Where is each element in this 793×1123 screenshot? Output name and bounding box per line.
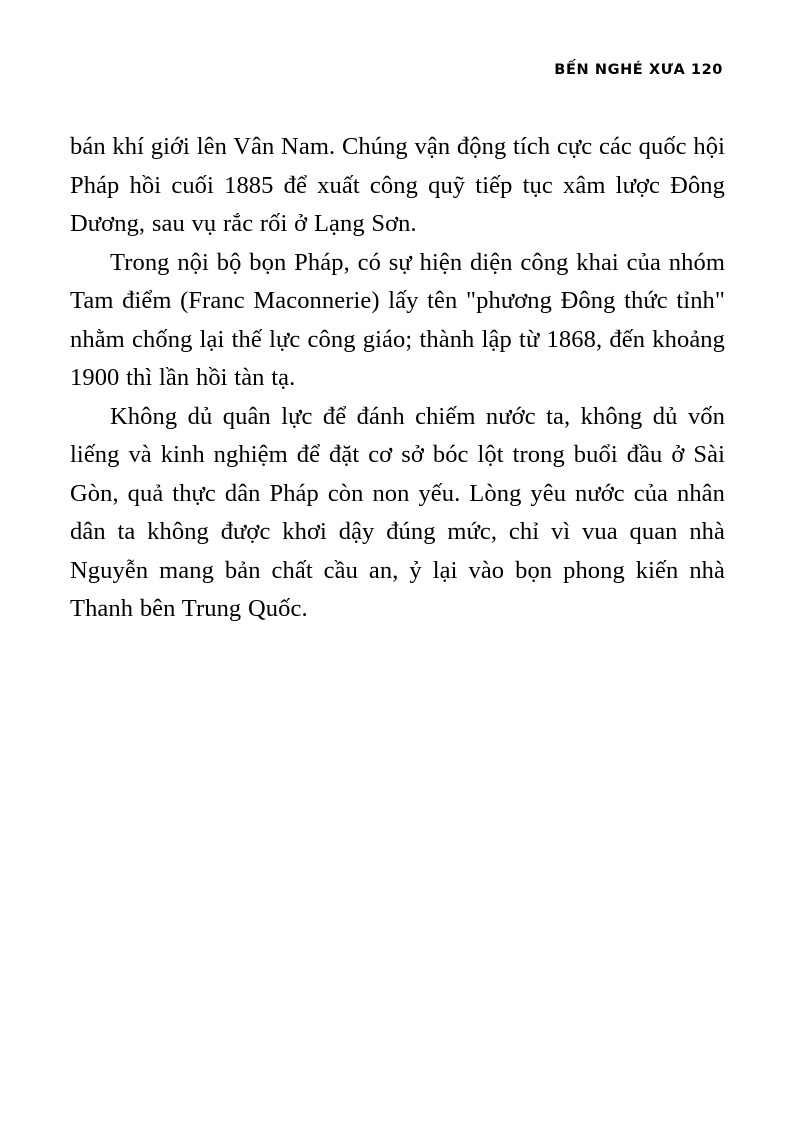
paragraph-2: Trong nội bộ bọn Pháp, có sự hiện diện công khai của nhóm Tam điểm (Franc Maconnerie) lấy tên "phương Đông thức tỉnh" nhằm chống lại thế lực công giáo; thành lập từ 1868, đến khoảng 1900 thì lần hồi tàn tạ.: [70, 248, 725, 391]
running-head: BẾN NGHÉ XƯA 120: [554, 62, 723, 78]
paragraph-1: bán khí giới lên Vân Nam. Chúng vận động tích cực các quốc hội Pháp hồi cuối 1885 để xuất công quỹ tiếp tục xâm lược Đông Dương, sau vụ rắc rối ở Lạng Sơn.: [70, 133, 725, 237]
paragraph-3: Không dủ quân lực để đánh chiếm nước ta, không dủ vốn liếng và kinh nghiệm để đặt cơ sở bóc lột trong buổi đầu ở Sài Gòn, quả thực dân Pháp còn non yếu. Lòng yêu nước của nhân dân ta không được khơi dậy đúng mức, chỉ vì vua quan nhà Nguyễn mang bản chất cầu an, ỷ lại vào bọn phong kiến nhà Thanh bên Trung Quốc.: [70, 402, 725, 622]
body-text-block: [70, 128, 725, 629]
